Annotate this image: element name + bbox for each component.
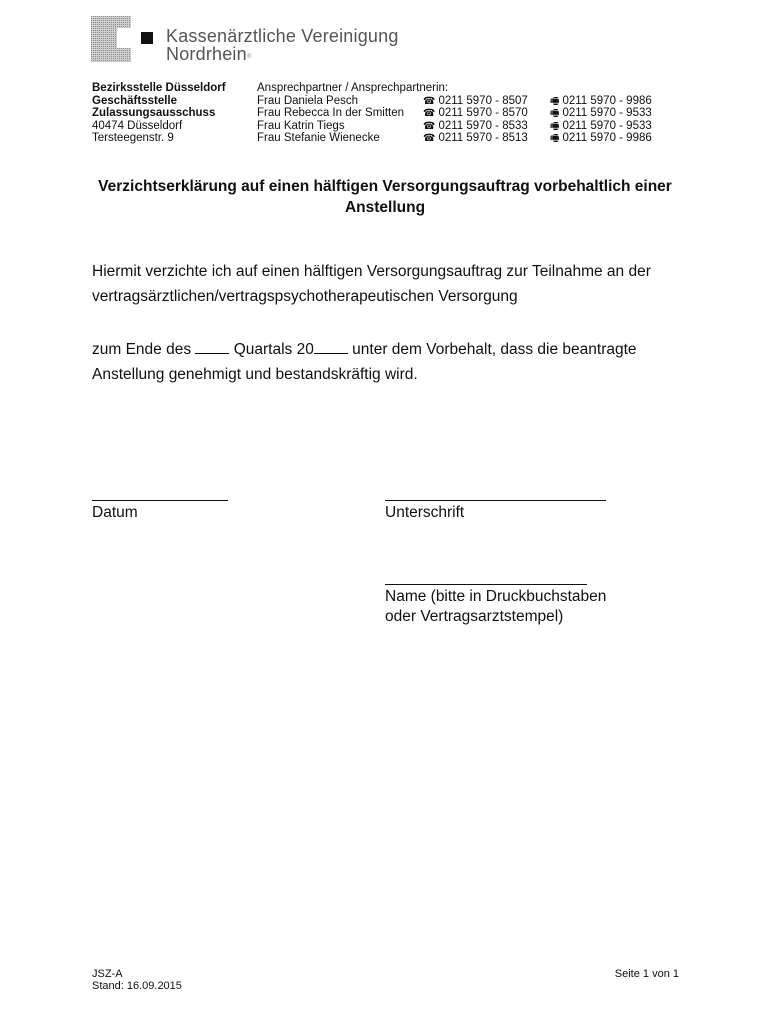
signature-line[interactable] — [385, 500, 606, 501]
year-input-blank[interactable] — [314, 339, 348, 354]
contact-fax — [550, 95, 652, 109]
fax-icon: 🖷 — [550, 95, 560, 107]
page-number: Seite 1 von 1 — [614, 968, 679, 980]
date-label: Datum — [92, 504, 138, 521]
contact-fax-number: 0211 5970 - 9533 — [562, 119, 652, 132]
logo-text-line2: Nordrhein — [166, 44, 247, 64]
telephone-icon: ☎ — [423, 133, 436, 145]
contact-phone — [423, 132, 528, 146]
contact-fax-number: 0211 5970 - 9986 — [562, 132, 652, 145]
contact-fax — [550, 107, 652, 121]
waiver-statement-line1: Hiermit verzichte ich auf einen hälftigen Versorgungsauftrag zur Teilnahme an der — [92, 263, 651, 280]
document-title-line1: Verzichtserklärung auf einen hälftigen Versorgungsauftrag vorbehaltlich einer — [98, 178, 672, 195]
contact-phone-number: 0211 5970 - 8507 — [438, 94, 528, 107]
name-label-line1: Name (bitte in Druckbuchstaben — [385, 588, 607, 605]
condition-text-quarter: Quartals 20 — [233, 341, 314, 358]
contact-phone-number: 0211 5970 - 8570 — [438, 107, 528, 120]
signature-label: Unterschrift — [385, 504, 465, 521]
quarter-input-blank[interactable] — [195, 339, 229, 354]
contact-phone — [423, 107, 528, 121]
contact-phone-number: 0211 5970 - 8513 — [438, 132, 528, 145]
logo-text-line1: Kassenärztliche Vereinigung — [166, 26, 399, 46]
name-label — [385, 587, 606, 627]
contact-name: Frau Daniela Pesch — [257, 94, 358, 107]
condition-text-line2: Anstellung genehmigt und bestandskräftig wird. — [92, 366, 418, 383]
name-line[interactable] — [385, 584, 587, 585]
contact-fax-number: 0211 5970 - 9986 — [562, 94, 652, 107]
waiver-condition — [92, 337, 712, 387]
document-title — [60, 176, 710, 218]
form-code: JSZ-A — [92, 968, 123, 980]
contact-phone — [423, 120, 528, 134]
condition-text-start: zum Ende des — [92, 341, 192, 358]
form-date: Stand: 16.09.2015 — [92, 980, 182, 992]
office-department: Geschäftsstelle — [92, 94, 178, 107]
footer-left — [92, 968, 182, 992]
date-line[interactable] — [92, 500, 228, 501]
telephone-icon: ☎ — [423, 108, 436, 120]
document-title-line2: Anstellung — [344, 199, 426, 216]
office-postcode-city: 40474 Düsseldorf — [92, 119, 183, 132]
contact-name: Frau Katrin Tiegs — [257, 119, 345, 132]
telephone-icon: ☎ — [423, 95, 436, 107]
kvno-logo-graphic — [91, 16, 155, 62]
contact-name: Frau Rebecca In der Smitten — [257, 107, 405, 120]
fax-icon: 🖷 — [550, 120, 560, 132]
fax-icon: 🖷 — [550, 108, 560, 120]
waiver-statement — [92, 259, 712, 309]
office-address — [92, 82, 226, 145]
contact-fax — [550, 120, 652, 134]
contacts-label: Ansprechpartner / Ansprechpartnerin: — [257, 82, 449, 94]
name-label-line2: oder Vertragsarztstempel) — [385, 608, 564, 625]
telephone-icon: ☎ — [423, 120, 436, 132]
fax-icon: 🖷 — [550, 133, 560, 145]
office-committee: Zulassungsausschuss — [92, 107, 216, 120]
contact-name: Frau Stefanie Wienecke — [257, 132, 380, 145]
waiver-statement-line2: vertragsärztlichen/vertragspsychotherapeutischen Versorgung — [92, 288, 518, 305]
office-name: Bezirksstelle Düsseldorf — [92, 82, 226, 94]
registered-mark: ® — [247, 54, 252, 60]
contact-fax-number: 0211 5970 - 9533 — [562, 107, 652, 120]
contact-phone-number: 0211 5970 - 8533 — [438, 119, 528, 132]
contact-phone — [423, 95, 528, 109]
contact-fax — [550, 132, 652, 146]
office-street: Tersteegenstr. 9 — [92, 132, 174, 145]
condition-text-end: unter dem Vorbehalt, dass die beantragte — [352, 341, 637, 358]
